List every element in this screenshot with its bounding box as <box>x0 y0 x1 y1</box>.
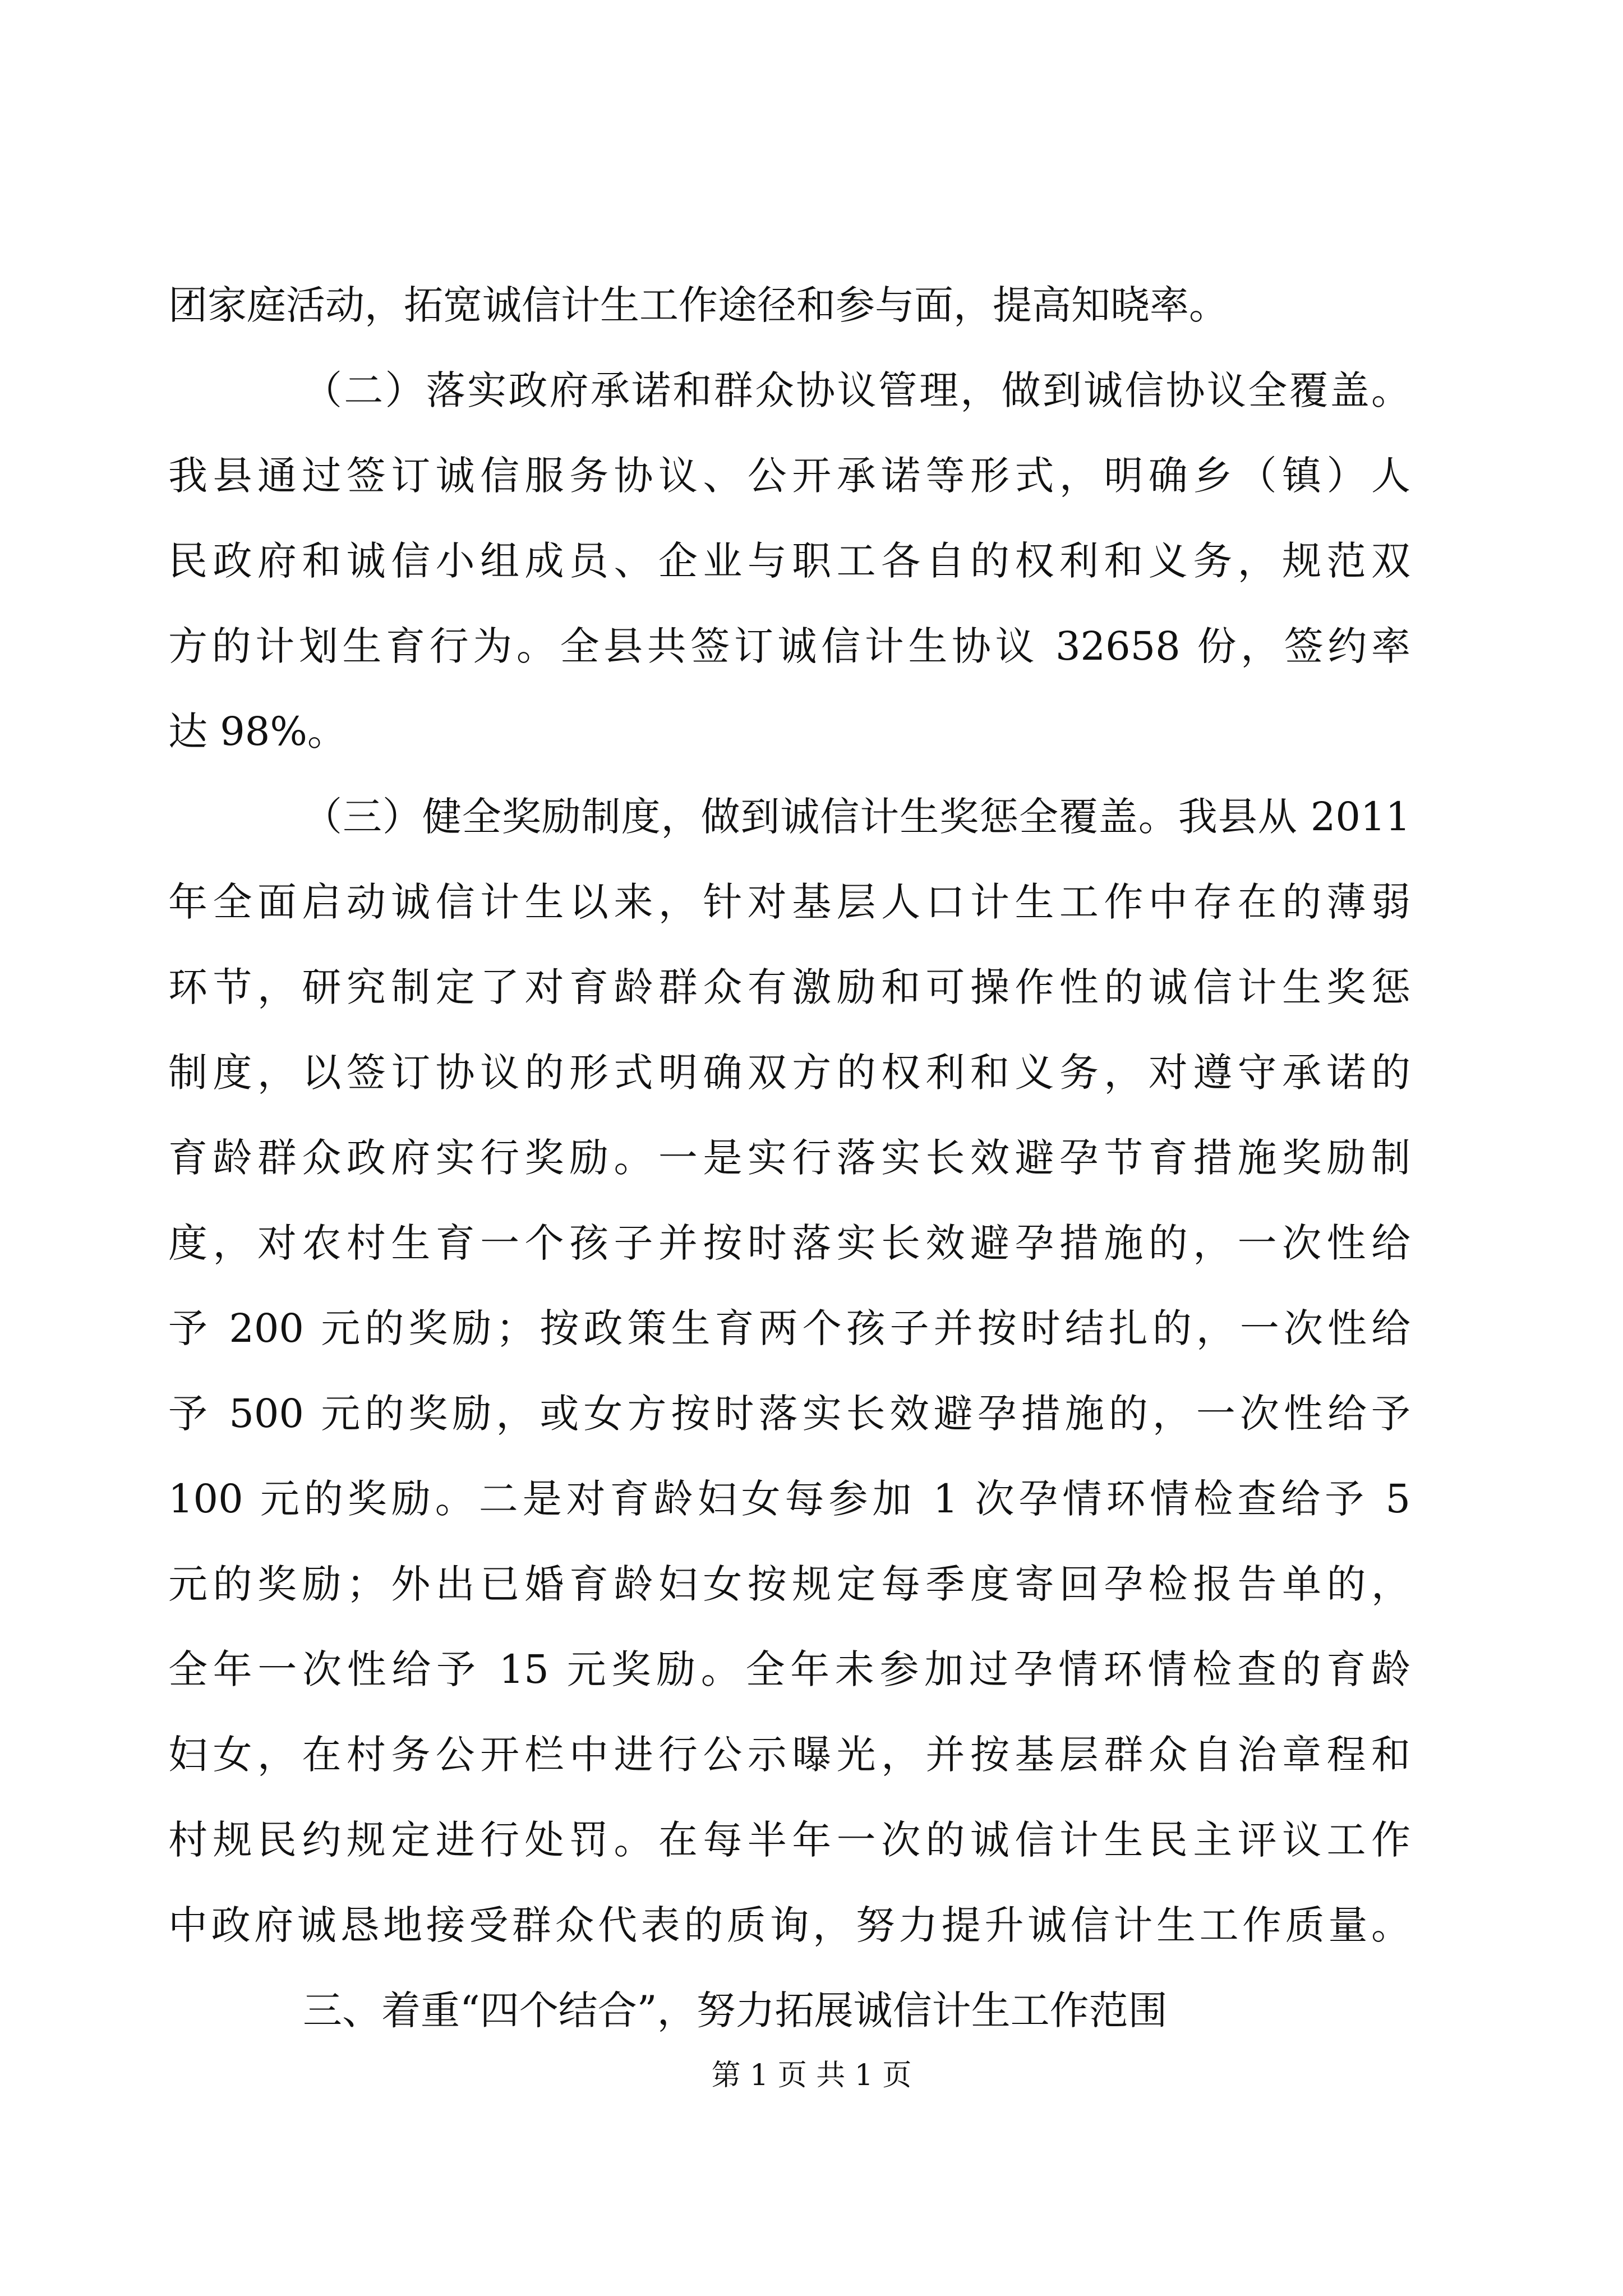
text-line: 予 500 元的奖励，或女方按时落实长效避孕措施的，一次性给予 <box>168 1391 1410 1437</box>
section-heading-line: （三）健全奖励制度，做到诚信计生奖惩全覆盖。我县从 2011 <box>303 794 1410 840</box>
text-line: 妇女，在村务公开栏中进行公示曝光，并按基层群众自治章程和 <box>168 1732 1410 1778</box>
text-line: 制度，以签订协议的形式明确双方的权利和义务，对遵守承诺的 <box>168 1050 1410 1096</box>
text-line: 环节，研究制定了对育龄群众有激励和可操作性的诚信计生奖惩 <box>168 964 1410 1010</box>
text-line: 度，对农村生育一个孩子并按时落实长效避孕措施的，一次性给 <box>168 1220 1410 1266</box>
text-line: 元的奖励；外出已婚育龄妇女按规定每季度寄回孕检报告单的， <box>168 1561 1410 1607</box>
page-number-footer: 第 1 页 共 1 页 <box>711 2059 912 2092</box>
chapter-heading: 三、着重“四个结合”，努力拓展诚信计生工作范围 <box>303 1987 1168 2033</box>
text-line: 我县通过签订诚信服务协议、公开承诺等形式，明确乡（镇）人 <box>168 453 1410 499</box>
text-line: 全年一次性给予 15 元奖励。全年未参加过孕情环情检查的育龄 <box>168 1646 1410 1692</box>
text-line: 100 元的奖励。二是对育龄妇女每参加 1 次孕情环情检查给予 5 <box>168 1476 1410 1522</box>
document-body <box>168 263 1410 2053</box>
text-line: 予 200 元的奖励；按政策生育两个孩子并按时结扎的，一次性给 <box>168 1305 1410 1351</box>
text-line: 村规民约规定进行处罚。在每半年一次的诚信计生民主评议工作 <box>168 1817 1410 1863</box>
text-line: 方的计划生育行为。全县共签订诚信计生协议 32658 份，签约率 <box>168 623 1410 669</box>
section-heading-line: （二）落实政府承诺和群众协议管理，做到诚信协议全覆盖。 <box>303 367 1410 413</box>
text-line: 团家庭活动，拓宽诚信计生工作途径和参与面，提高知晓率。 <box>168 282 1228 328</box>
text-line: 年全面启动诚信计生以来，针对基层人口计生工作中存在的薄弱 <box>168 879 1410 925</box>
text-line: 达 98%。 <box>168 708 347 754</box>
text-line: 育龄群众政府实行奖励。一是实行落实长效避孕节育措施奖励制 <box>168 1135 1410 1181</box>
text-line: 中政府诚恳地接受群众代表的质询，努力提升诚信计生工作质量。 <box>168 1902 1410 1948</box>
text-line: 民政府和诚信小组成员、企业与职工各自的权利和义务，规范双 <box>168 538 1410 584</box>
